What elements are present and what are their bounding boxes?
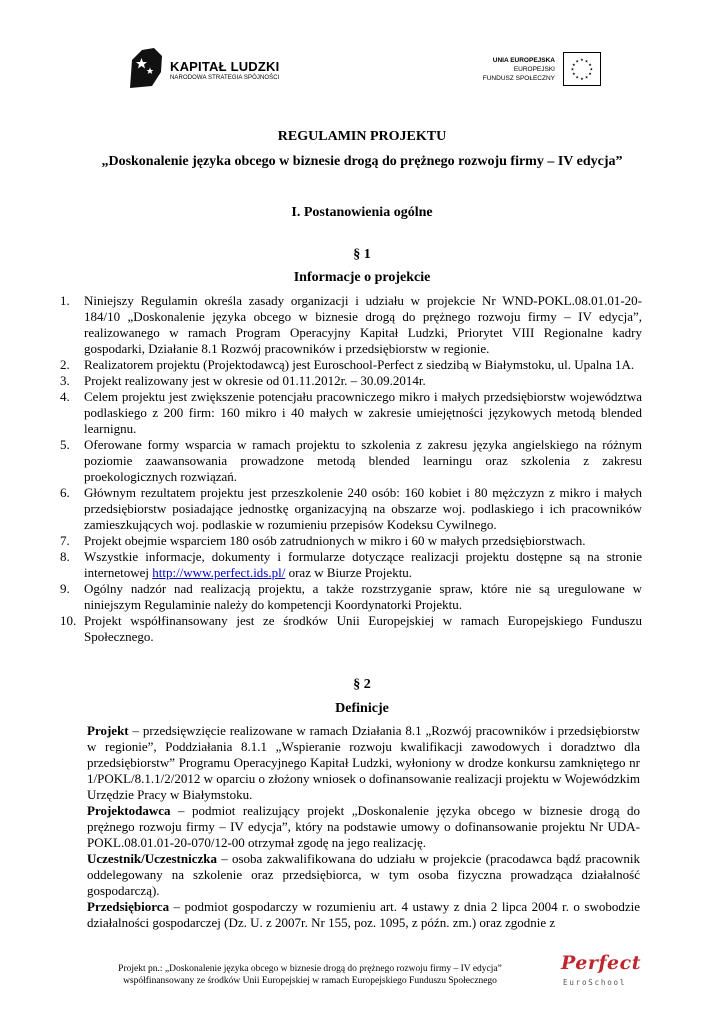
- eu-star-icon: ★: [588, 71, 593, 77]
- list-text: Celem projektu jest zwiększenie potencjału pracowniczego mikro i małych przedsiębiorstw województwa podlaskiego z 200 firm: 160 mikro i 40 małych w zakresie umiejętności językowych metodą blended learnignu.: [84, 389, 642, 436]
- list-number: 5.: [60, 437, 70, 452]
- list-text: Oferowane formy wsparcia w ramach projektu to szkolenia z zakresu języka angielskiego na różnym poziomie zaawansowania prowadzone metodą blended learningu oraz szkolenia z zakresu proekologicznych rozwiązań.: [84, 437, 642, 484]
- eu-logo: [457, 52, 601, 88]
- definition-item: [87, 803, 640, 851]
- list-number: 6.: [60, 485, 70, 500]
- eu-star-icon: ★: [575, 74, 580, 80]
- list-number: 7.: [60, 533, 70, 548]
- list-item: [60, 373, 642, 389]
- kapital-ludzki-title: KAPITAŁ LUDZKI: [170, 59, 280, 74]
- eu-star-icon: ★: [589, 66, 594, 72]
- section-1-title: Informacje o projekcie: [293, 270, 431, 285]
- section-1-list: [60, 293, 642, 645]
- definition-text: – przedsięwzięcie realizowane w ramach Działania 8.1 „Rozwój pracowników i przedsiębiorstw w regionie”, Poddziałania 8.1.1 „Wspieranie rozwoju kwalifikacji zawodowych i doradztwo dla przedsiębiorstw” Programu Operacyjnego Kapitał Ludzki, wyłoniony w drodze konkursu zamkniętego nr 1/POKL/8.1.1/2/2012 w oparciu o złożony wniosek o dofinansowanie realizacji projektu w Wojewódzkim Urzędzie Pracy w Białymstoku.: [87, 723, 640, 802]
- document-title: REGULAMIN PROJEKTU: [277, 129, 447, 144]
- definition-item: [87, 723, 640, 803]
- chapter-heading: I. Postanowienia ogólne: [291, 205, 433, 220]
- list-text: Projekt realizowany jest w okresie od 01.11.2012r. – 30.09.2014r.: [84, 373, 426, 388]
- eu-star-icon: ★: [584, 74, 589, 80]
- list-text: Projekt współfinansowany jest ze środków Unii Europejskiej w ramach Europejskiego Funduszu Społecznego.: [84, 613, 642, 644]
- definition-term: Przedsiębiorca: [87, 899, 170, 914]
- footer-line-2: współfinansowany ze środków Unii Europejskiej w ramach Europejskiego Funduszu Społecznego: [123, 976, 497, 986]
- kapital-ludzki-mark-icon: [128, 46, 164, 90]
- section-2-sign: § 2: [353, 677, 371, 692]
- eu-logo-line1: UNIA EUROPEJSKA: [492, 57, 555, 64]
- project-website-link[interactable]: http://www.perfect.ids.pl/: [152, 565, 286, 580]
- list-number: 10.: [60, 613, 77, 628]
- list-item: [60, 437, 642, 485]
- eu-logo-line2: EUROPEJSKI: [513, 66, 555, 73]
- perfect-logo-word: Perfect: [561, 952, 641, 974]
- eu-logo-text: [483, 56, 555, 83]
- list-item: [60, 293, 642, 357]
- eu-star-icon: ★: [580, 75, 584, 81]
- list-text-end: oraz w Biurze Projektu.: [285, 565, 413, 580]
- list-item: [60, 549, 642, 581]
- section-1-sign: § 1: [353, 247, 371, 262]
- footer-line-1: Projekt pn.: „Doskonalenie języka obcego w biznesie drogą do prężnego rozwoju firmy – IV edycja”: [118, 964, 502, 974]
- page-footer: [60, 963, 560, 987]
- definition-term: Projekt: [87, 723, 129, 738]
- list-item: [60, 613, 642, 645]
- kapital-ludzki-logo: [128, 46, 298, 90]
- eu-star-icon: ★: [571, 71, 576, 77]
- kapital-ludzki-subtitle: NARODOWA STRATEGIA SPÓJNOŚCI: [170, 75, 280, 81]
- definition-item: [87, 899, 640, 931]
- eu-star-icon: ★: [570, 66, 575, 72]
- section-2-title: Definicje: [335, 701, 389, 716]
- list-number: 9.: [60, 581, 70, 596]
- definition-text: – podmiot gospodarczy w rozumieniu art. 4 ustawy z dnia 2 lipca 2004 r. o swobodzie działalności gospodarczej (Dz. U. z 2007r. Nr 155, poz. 1095, z późn. zm.) oraz zgodnie z: [87, 899, 640, 930]
- eu-flag-icon: [563, 52, 601, 86]
- definition-term: Projektodawca: [87, 803, 171, 818]
- list-item: [60, 357, 642, 373]
- list-item: [60, 485, 642, 533]
- list-text: Niniejszy Regulamin określa zasady organizacji i udziału w projekcie Nr WND-POKL.08.01.01-20-184/10 „Doskonalenie języka obcego w biznesie drogą do prężnego rozwoju firmy – IV edycja”, realizowanego w ramach Program Operacyjny Kapitał Ludzki, Priorytet VIII Regionalne kadry gospodarki, Działanie 8.1 Rozwój pracowników i przedsiębiorstw w regionie.: [84, 293, 642, 356]
- perfect-euroschool-logo: [557, 952, 641, 992]
- definition-term: Uczestnik/Uczestniczka: [87, 851, 217, 866]
- list-item: [60, 581, 642, 613]
- project-title: „Doskonalenie języka obcego w biznesie drogą do prężnego rozwoju firmy – IV edycja”: [101, 154, 623, 169]
- list-item: [60, 533, 642, 549]
- perfect-logo-sub: EuroSchool: [563, 978, 627, 987]
- eu-star-icon: ★: [584, 58, 589, 64]
- list-item: [60, 389, 642, 437]
- eu-star-icon: ★: [588, 61, 593, 67]
- list-text: Ogólny nadzór nad realizacją projektu, a także rozstrzyganie spraw, które nie są uregulowane w niniejszym Regulaminie należy do kompetencji Koordynatorki Projektu.: [84, 581, 642, 612]
- list-text: Wszystkie informacje, dokumenty i formularze dotyczące realizacji projektu dostępne są na stronie internetowej: [84, 549, 642, 580]
- definitions: [87, 723, 640, 931]
- definition-text: – podmiot realizujący projekt „Doskonalenie języka obcego w biznesie drogą do prężnego rozwoju firmy – IV edycja”, który na podstawie umowy o dofinansowanie projektu Nr UDA-POKL.08.01.01-20-070/12-00 otrzymał zgodę na jego realizację.: [87, 803, 640, 850]
- eu-star-icon: ★: [575, 58, 580, 64]
- list-number: 1.: [60, 293, 70, 308]
- eu-star-icon: ★: [580, 57, 584, 63]
- eu-logo-line3: FUNDUSZ SPOŁECZNY: [482, 75, 555, 82]
- list-number: 8.: [60, 549, 70, 564]
- list-text: Projekt obejmie wsparciem 180 osób zatrudnionych w mikro i 60 w małych przedsiębiorstwach.: [84, 533, 586, 548]
- eu-star-icon: ★: [571, 61, 576, 67]
- definition-item: [87, 851, 640, 899]
- list-text: Realizatorem projektu (Projektodawcą) jest Euroschool-Perfect z siedzibą w Białymstoku, ul. Upalna 1A.: [84, 357, 635, 372]
- list-number: 2.: [60, 357, 70, 372]
- list-text: Głównym rezultatem projektu jest przeszkolenie 240 osób: 160 kobiet i 80 mężczyzn z mikro i małych przedsiębiorstw posiadające jednostkę organizacyjną na obszarze woj. podlaskiego i ich pracowników zamieszkujących woj. podlaskie w rozumieniu przepisów Kodeksu Cywilnego.: [84, 485, 642, 532]
- list-number: 3.: [60, 373, 70, 388]
- definition-text: – osoba zakwalifikowana do udziału w projekcie (pracodawca bądź pracownik oddelegowany na szkolenie oraz przedsiębiorca, w tym osoba fizyczna prowadząca działalność gospodarczą).: [87, 851, 640, 898]
- list-number: 4.: [60, 389, 70, 404]
